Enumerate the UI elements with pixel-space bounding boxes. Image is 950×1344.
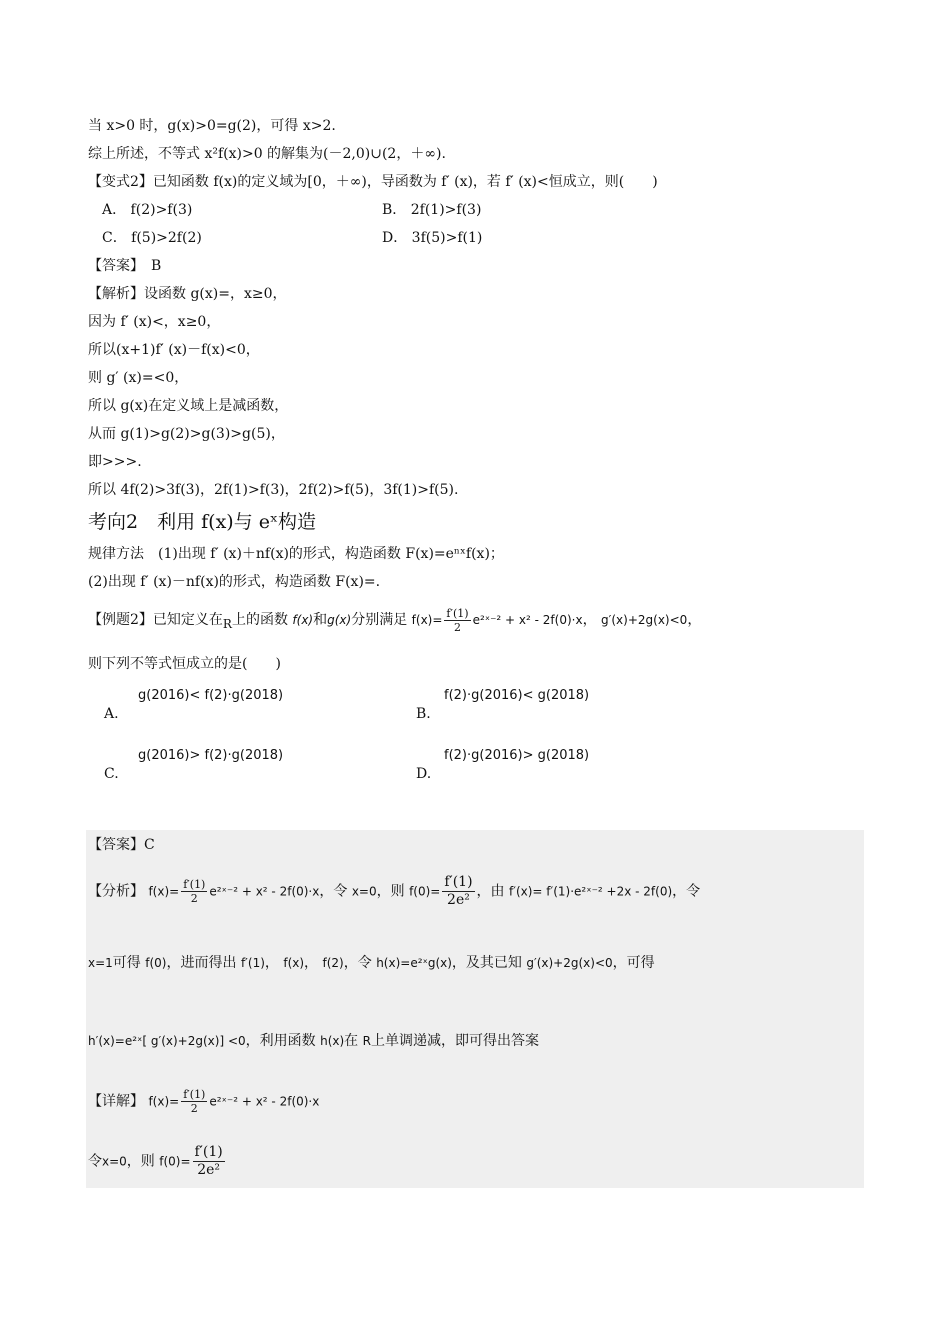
analysis-line: 从而 g(1)>g(2)>g(3)>g(5)， <box>88 426 285 442</box>
document-page <box>88 112 864 808</box>
variant-question: 【变式2】已知函数 f(x)的定义域为[0，＋∞)，导函数为 f′ (x)，若 f′ (x)<恒成立，则( ) <box>88 174 658 190</box>
analysis-line: 因为 f′ (x)<，x≥0， <box>88 314 221 330</box>
box-answer: 【答案】C <box>88 837 155 853</box>
analysis-line: 所以 4f(2)>3f(3)，2f(1)>f(3)，2f(2)>f(5)，3f(1)>f(5). <box>88 482 459 498</box>
option-b: B． 2f(1)>f(3) <box>382 202 482 218</box>
box-analysis: 【分析】 f(x)= $\frac{f'(1)}{2}$ e²ˣ⁻² + x² - 2f(0)·x，令 x=0，则 f(0)= $\frac{f'(1)}{\text{2e²}}$ ，由 f′(x)= f′(1)·e²ˣ⁻² +2x - 2f(0)，令 <box>88 874 701 908</box>
analysis-line: 所以(x+1)f′ (x)－f(x)<0， <box>88 342 260 358</box>
analysis-line: 【解析】设函数 g(x)=，x≥0， <box>88 286 287 302</box>
option-d: D． 3f(5)>f(1) <box>382 230 483 246</box>
analysis-line: 则 g′ (x)=<0， <box>88 370 189 386</box>
section-heading: 考向2 利用 f(x)与 eˣ构造 <box>88 511 317 533</box>
option-c: C． f(5)>2f(2) <box>102 230 202 246</box>
text-line: 当 x>0 时，g(x)>0=g(2)，可得 x>2. <box>88 118 336 134</box>
variant-options-row <box>88 224 864 252</box>
box-detail-2: 令x=0，则 f(0)= $\frac{f'(1)}{\text{2e²}}$ <box>88 1144 223 1178</box>
box-analysis-3: h′(x)=e²ˣ[ g′(x)+2g(x)] <0，利用函数 h(x)在 R上单调递减，即可得出答案 <box>88 1033 539 1049</box>
example-question: 【例题2】已知定义在R上的函数 f(x)和g(x)分别满足 f(x)= $\frac{f'(1)}{2}$ e²ˣ⁻² + x² - 2f(0)·x， g′(x)+2g(x)<0， <box>88 606 702 634</box>
answer-line: 【答案】 B <box>88 258 162 274</box>
example-options: A. g(2016)< f(2)·g(2018) B. f(2)·g(2016)< g(2018) C. g(2016)> f(2)·g(2018) D. f(2)·g(2016)> g(2018) <box>104 688 590 782</box>
method-line: 规律方法 (1)出现 f′ (x)＋nf(x)的形式，构造函数 F(x)=eⁿˣf(x)； <box>88 546 504 562</box>
option-a: A． f(2)>f(3) <box>102 202 193 218</box>
analysis-line: 即>>>. <box>88 454 142 470</box>
text-line: 综上所述，不等式 x²f(x)>0 的解集为(－2,0)∪(2，＋∞). <box>88 146 446 162</box>
solution-box <box>86 830 864 1188</box>
method-line: (2)出现 f′ (x)－nf(x)的形式，构造函数 F(x)=. <box>88 574 381 590</box>
example-question-tail: 则下列不等式恒成立的是( ) <box>88 656 281 672</box>
box-analysis-2: x=1可得 f(0)，进而得出 f′(1)， f(x)， f(2)，令 h(x)=e²ˣg(x)，及其已知 g′(x)+2g(x)<0，可得 <box>88 955 655 971</box>
analysis-line: 所以 g(x)在定义域上是减函数， <box>88 398 289 414</box>
box-detail: 【详解】 f(x)= $\frac{f'(1)}{2}$ e²ˣ⁻² + x² - 2f(0)·x <box>88 1088 320 1115</box>
fraction: $\frac{f'(1)}{2}$ <box>446 606 469 634</box>
variant-options-row <box>88 196 864 224</box>
